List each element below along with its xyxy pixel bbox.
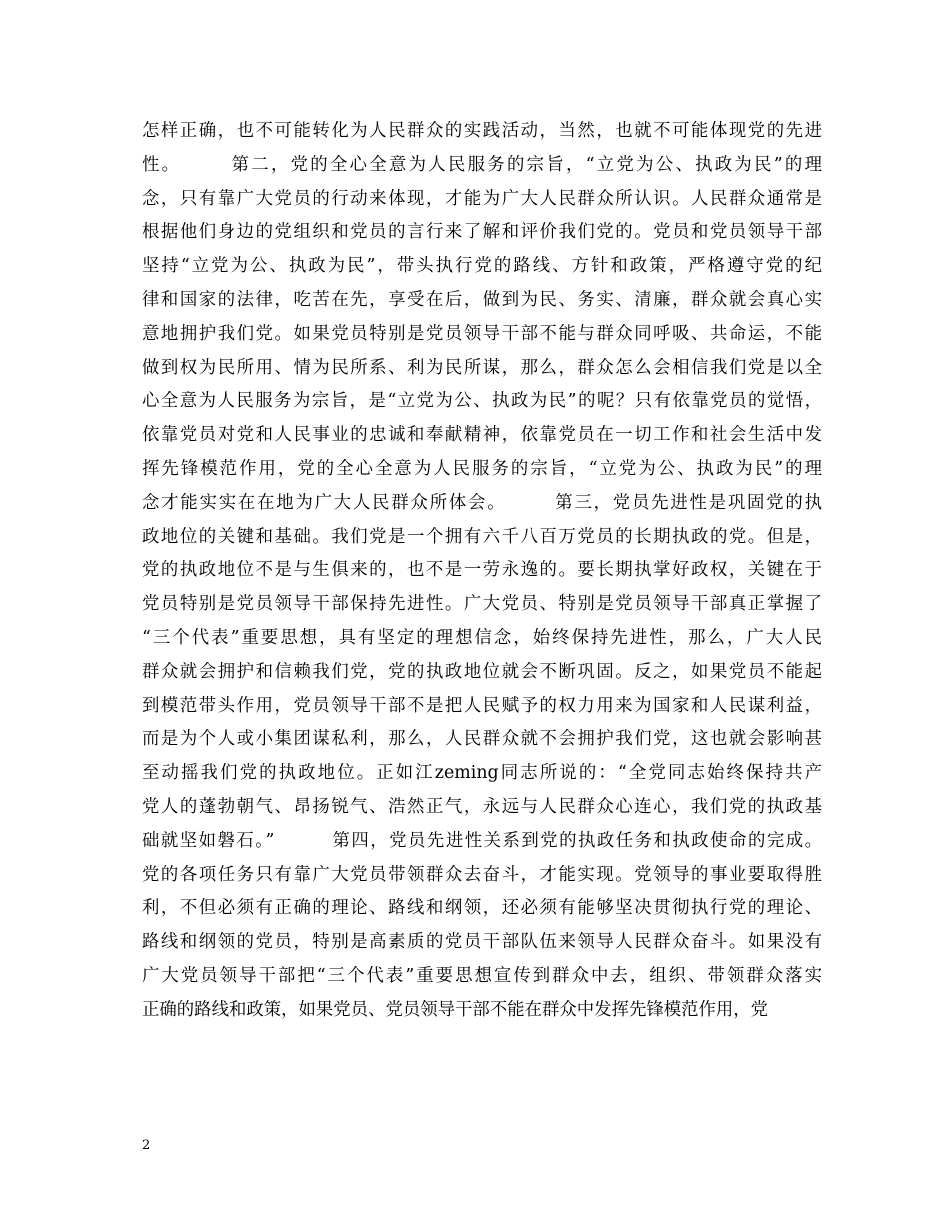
text-line: 群众就会拥护和信赖我们党，党的执政地位就会不断巩固。反之，如果党员不能起 — [142, 661, 822, 682]
text-line: 意地拥护我们党。如果党员特别是党员领导干部不能与群众同呼吸、共命运，不能 — [142, 323, 822, 344]
text-line: 党人的蓬勃朝气、昂扬锐气、浩然正气，永远与人民群众心连心，我们党的执政基 — [142, 796, 822, 817]
text-line: 而是为个人或小集团谋私利，那么，人民群众就不会拥护我们党，这也就会影响甚 — [142, 729, 822, 750]
text-line: 做到权为民所用、情为民所系、利为民所谋，那么，群众怎么会相信我们党是以全 — [142, 357, 822, 378]
text-line: 党的各项任务只有靠广大党员带领群众去奋斗，才能实现。党领导的事业要取得胜 — [142, 864, 822, 885]
text-line: “三个代表”重要思想，具有坚定的理想信念，始终保持先进性，那么，广大人民 — [142, 627, 822, 648]
text-line: 律和国家的法律，吃苦在先，享受在后，做到为民、务实、清廉，群众就会真心实 — [142, 289, 822, 310]
text-line: 念才能实实在在地为广大人民群众所体会。 第三，党员先进性是巩固党的执 — [142, 492, 822, 513]
text-line: 政地位的关键和基础。我们党是一个拥有六千八百万党员的长期执政的党。但是， — [142, 526, 822, 547]
text-line: 怎样正确，也不可能转化为人民群众的实践活动，当然，也就不可能体现党的先进 — [142, 121, 822, 141]
text-line: 念，只有靠广大党员的行动来体现，才能为广大人民群众所认识。人民群众通常是 — [142, 188, 822, 209]
text-line: 挥先锋模范作用，党的全心全意为人民服务的宗旨，“立党为公、执政为民”的理 — [142, 458, 822, 479]
body-text — [142, 115, 822, 1028]
text-line: 础就坚如磐石。” 第四，党员先进性关系到党的执政任务和执政使命的完成。 — [142, 830, 822, 851]
text-line: 党的执政地位不是与生俱来的，也不是一劳永逸的。要长期执掌好政权，关键在于 — [142, 560, 822, 581]
text-line: 坚持“立党为公、执政为民”，带头执行党的路线、方针和政策，严格遵守党的纪 — [142, 256, 822, 277]
page-number: 2 — [142, 1138, 151, 1153]
text-line: 正确的路线和政策，如果党员、党员领导干部不能在群众中发挥先锋模范作用，党 — [142, 999, 769, 1020]
text-line: 到模范带头作用，党员领导干部不是把人民赋予的权力用来为国家和人民谋利益， — [142, 695, 822, 716]
text-line: 至动摇我们党的执政地位。正如江zeming同志所说的：“全党同志始终保持共产 — [142, 763, 822, 784]
text-line: 心全意为人民服务为宗旨，是“立党为公、执政为民”的呢？只有依靠党员的觉悟， — [142, 391, 822, 412]
text-line: 党员特别是党员领导干部保持先进性。广大党员、特别是党员领导干部真正掌握了 — [142, 594, 822, 615]
text-line: 路线和纲领的党员，特别是高素质的党员干部队伍来领导人民群众奋斗。如果没有 — [142, 932, 822, 953]
text-line: 广大党员领导干部把“三个代表”重要思想宣传到群众中去，组织、带领群众落实 — [142, 965, 822, 986]
text-line: 利，不但必须有正确的理论、路线和纲领，还必须有能够坚决贯彻执行党的理论、 — [142, 898, 822, 919]
text-line: 依靠党员对党和人民事业的忠诚和奉献精神，依靠党员在一切工作和社会生活中发 — [142, 425, 822, 446]
text-line: 根据他们身边的党组织和党员的言行来了解和评价我们党的。党员和党员领导干部 — [142, 222, 822, 243]
text-line: 性。 第二，党的全心全意为人民服务的宗旨，“立党为公、执政为民”的理 — [142, 154, 822, 175]
